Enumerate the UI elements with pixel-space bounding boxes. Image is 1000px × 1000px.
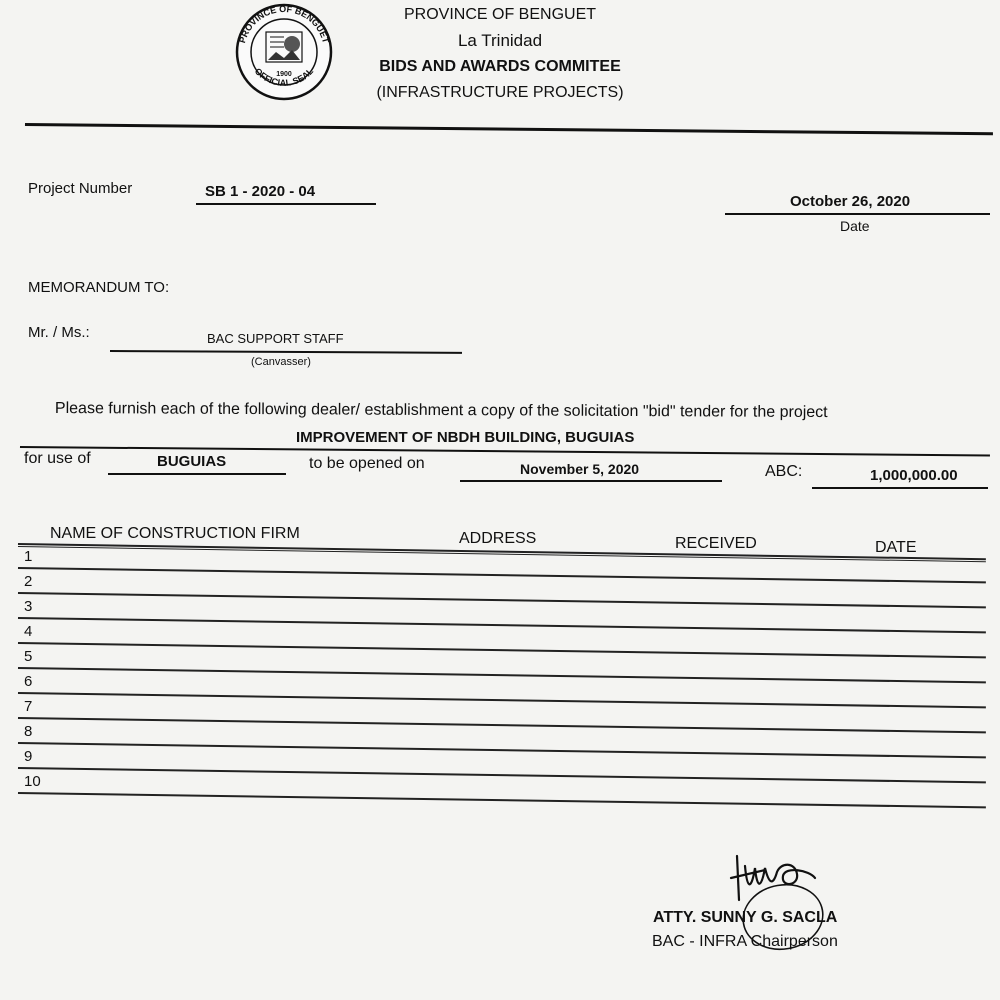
table-row-line <box>18 742 986 758</box>
addressee-label: Mr. / Ms.: <box>28 324 90 341</box>
table-row-line <box>18 592 986 608</box>
project-number-label: Project Number <box>28 180 133 197</box>
table-row-number: 7 <box>24 698 33 715</box>
table-row-number: 9 <box>24 748 33 765</box>
table-row-line <box>18 767 986 783</box>
header-divider <box>25 123 993 135</box>
column-header-firm: NAME OF CONSTRUCTION FIRM <box>50 525 300 542</box>
table-row-number: 8 <box>24 723 33 740</box>
instruction-text: Please furnish each of the following dealer/ establishment a copy of the solicitation "bid" tender for the project <box>54 400 828 422</box>
opened-on-value: November 5, 2020 <box>520 461 640 477</box>
opened-on-underline <box>460 480 722 482</box>
committee-title: BIDS AND AWARDS COMMITEE <box>379 58 621 75</box>
abc-label: ABC: <box>765 463 803 480</box>
project-title: IMPROVEMENT OF NBDH BUILDING, BUGUIAS <box>296 429 635 446</box>
abc-value: 1,000,000.00 <box>870 467 958 484</box>
table-row-number: 2 <box>24 573 33 590</box>
table-row-line <box>18 567 986 583</box>
for-use-underline <box>108 473 286 475</box>
column-header-date: DATE <box>875 539 917 556</box>
category-title: (INFRASTRUCTURE PROJECTS) <box>376 84 624 101</box>
table-row-number: 10 <box>24 773 41 790</box>
table-row-line <box>18 792 986 808</box>
table-row-line <box>18 692 986 708</box>
table-header-rule-inner <box>18 546 986 562</box>
memorandum-to-label: MEMORANDUM TO: <box>28 279 170 296</box>
abc-underline <box>812 487 988 489</box>
table-row-line <box>18 617 986 633</box>
date-underline <box>725 213 990 215</box>
seal-top-text: PROVINCE OF BENGUET <box>237 3 331 45</box>
seal-year: 1900 <box>276 71 292 78</box>
table-row-line <box>18 717 986 733</box>
signatory-name: ATTY. SUNNY G. SACLA <box>653 909 838 926</box>
project-number-value: SB 1 - 2020 - 04 <box>205 183 316 200</box>
table-row-number: 5 <box>24 648 33 665</box>
addressee-underline <box>110 350 462 353</box>
project-number-underline <box>196 203 376 205</box>
table-row-line <box>18 642 986 658</box>
province-title: PROVINCE OF BENGUET <box>403 6 597 23</box>
opened-on-label: to be opened on <box>309 455 425 472</box>
date-label: Date <box>840 218 870 234</box>
table-row-number: 6 <box>24 673 33 690</box>
table-row-number: 3 <box>24 598 33 615</box>
date-value: October 26, 2020 <box>790 193 911 210</box>
table-row-line <box>18 667 986 683</box>
column-header-address: ADDRESS <box>459 530 537 547</box>
seal-bottom-text: OFFICIAL SEAL <box>252 66 316 88</box>
addressee-value: BAC SUPPORT STAFF <box>207 331 344 346</box>
municipality-title: La Trinidad <box>457 31 543 50</box>
table-row-number: 4 <box>24 623 33 640</box>
for-use-label: for use of <box>24 450 91 467</box>
for-use-value: BUGUIAS <box>157 453 227 470</box>
signatory-title: BAC - INFRA Chairperson <box>652 933 838 950</box>
table-row-number: 1 <box>24 548 33 565</box>
column-header-received: RECEIVED <box>675 535 757 552</box>
addressee-role: (Canvasser) <box>251 356 311 368</box>
